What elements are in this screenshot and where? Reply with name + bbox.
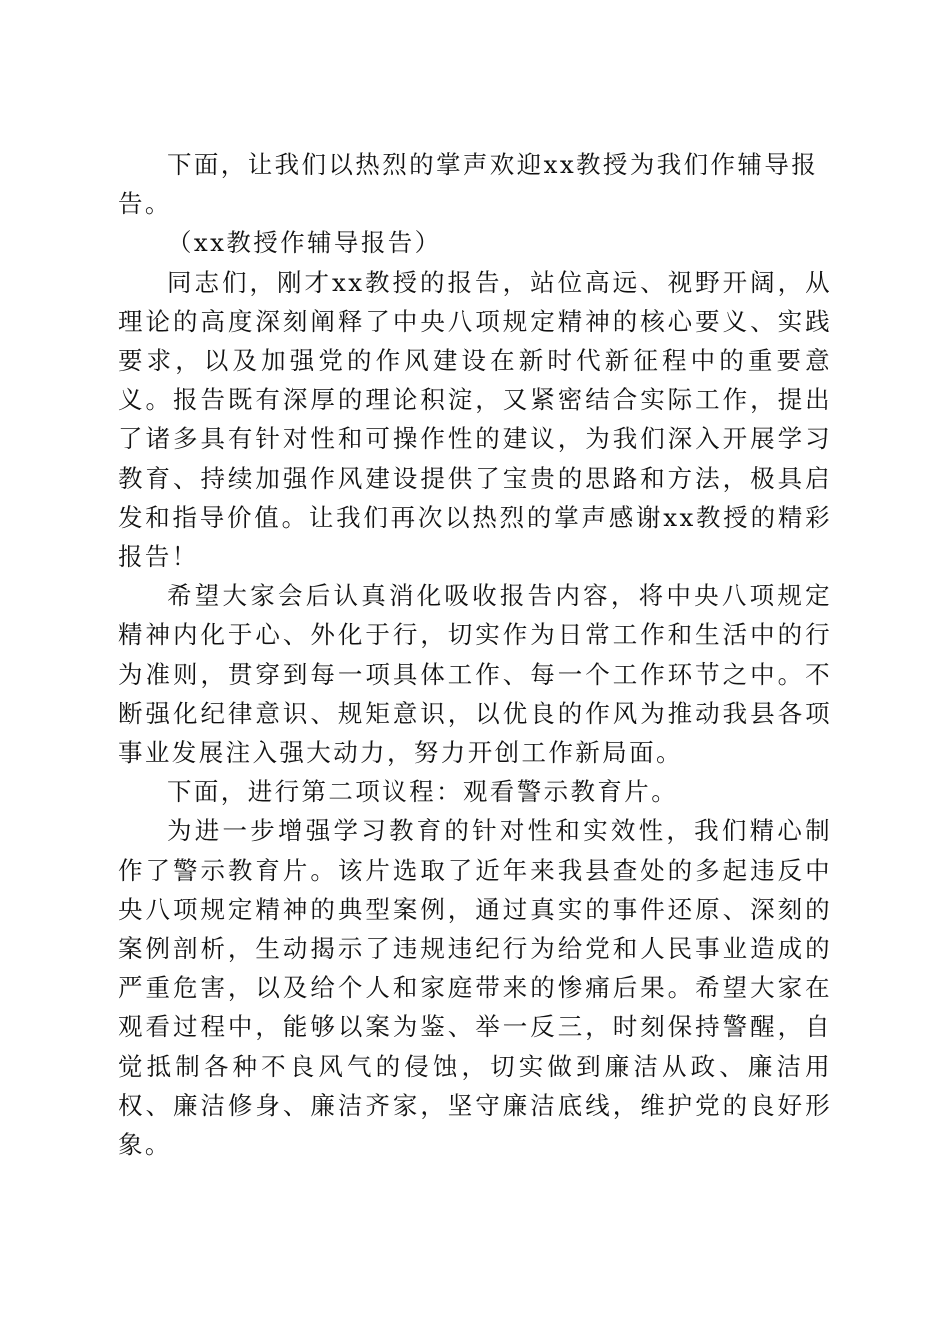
paragraph-welcome: 下面，让我们以热烈的掌声欢迎xx教授为我们作辅导报告。 [118, 150, 819, 219]
paragraph-warning-film: 为进一步增强学习教育的针对性和实效性，我们精心制作了警示教育片。该片选取了近年来我县查处的多起违反中央八项规定精神的典型案例，通过真实的事件还原、深刻的案例剖析，生动揭示了违规违纪行为给党和人民事业造成的严重危害，以及给个人和家庭带来的惨痛后果。希望大家在观看过程中，能够以案为鉴、举一反三，时刻保持警醒，自觉抵制各种不良风气的侵蚀，切实做到廉洁从政、廉洁用权、廉洁修身、廉洁齐家，坚守廉洁底线，维护党的良好形象。 [118, 816, 832, 1160]
paragraph-report-note: （xx教授作辅导报告） [167, 228, 442, 258]
paragraph-hope: 希望大家会后认真消化吸收报告内容，将中央八项规定精神内化于心、外化于行，切实作为日常工作和生活中的行为准则，贯穿到每一项具体工作、每一个工作环节之中。不断强化纪律意识、规矩意识，以优良的作风为推动我县各项事业发展注入强大动力，努力开创工作新局面。 [118, 581, 832, 768]
paragraph-agenda-two: 下面，进行第二项议程：观看警示教育片。 [167, 777, 679, 807]
document-body [118, 145, 832, 1164]
paragraph-thanks: 同志们，刚才xx教授的报告，站位高远、视野开阔，从理论的高度深刻阐释了中央八项规定精神的核心要义、实践要求，以及加强党的作风建设在新时代新征程中的重要意义。报告既有深厚的理论积淀，又紧密结合实际工作，提出了诸多具有针对性和可操作性的建议，为我们深入开展学习教育、持续加强作风建设提供了宝贵的思路和方法，极具启发和指导价值。让我们再次以热烈的掌声感谢xx教授的精彩报告！ [118, 267, 832, 572]
